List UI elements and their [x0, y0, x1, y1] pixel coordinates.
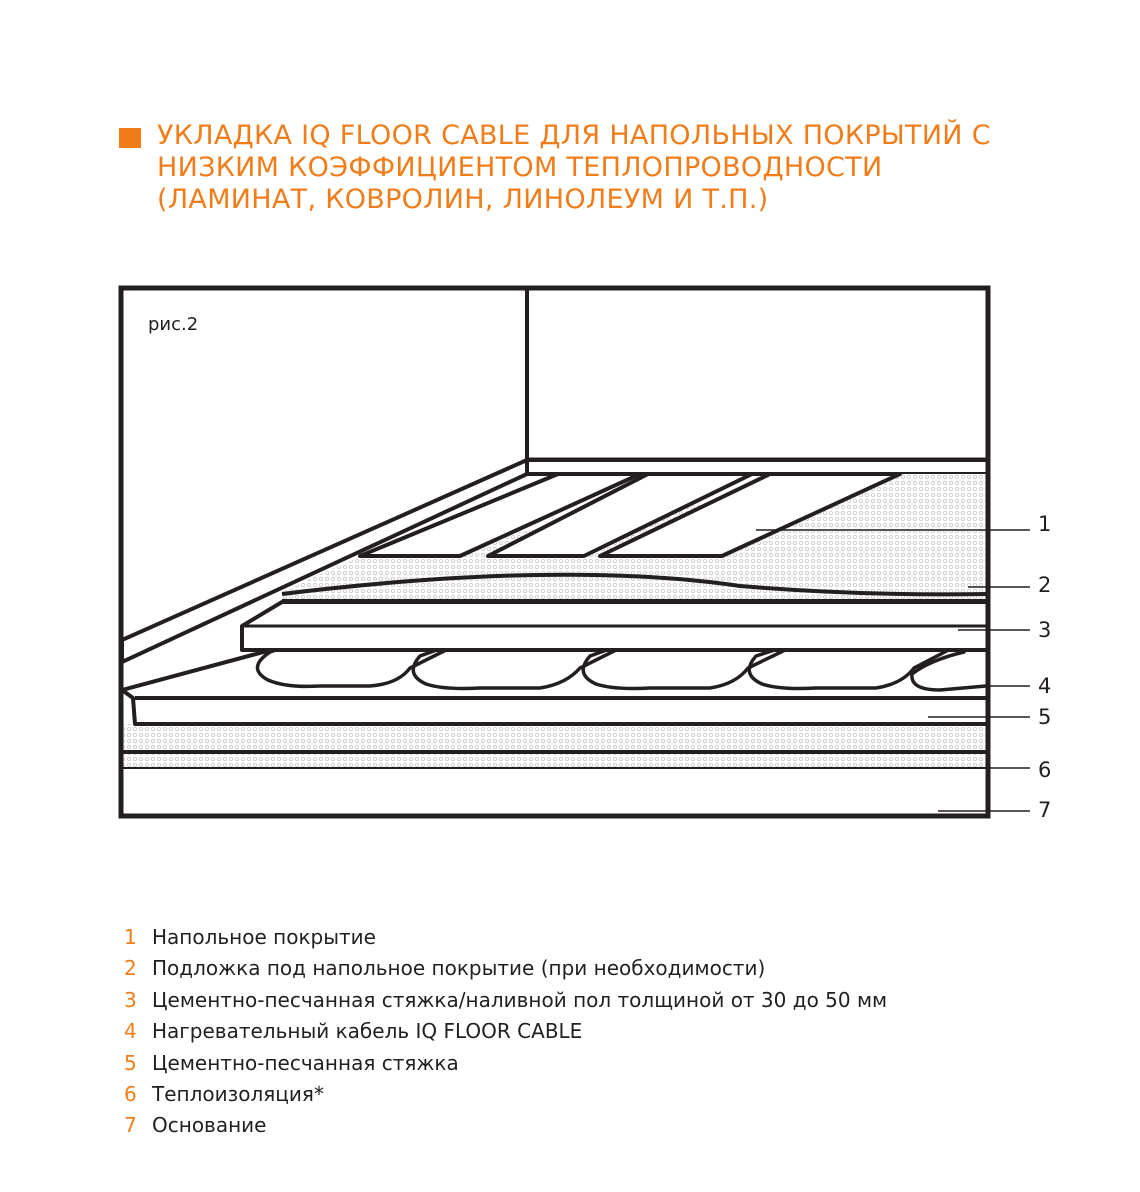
title-line-3: (ЛАМИНАТ, КОВРОЛИН, ЛИНОЛЕУМ И Т.П.) — [157, 184, 769, 215]
callout-4: 4 — [1038, 674, 1052, 698]
legend-item — [124, 1110, 887, 1141]
legend-number: 2 — [124, 956, 137, 981]
title-marker — [119, 128, 141, 148]
legend-item — [124, 953, 887, 984]
diagram-frame — [121, 288, 988, 816]
wall-right — [527, 290, 988, 461]
legend-number: 5 — [124, 1050, 137, 1075]
layer-4-heating-cable — [257, 636, 986, 690]
layer-1-floor-boards — [360, 474, 900, 556]
baseboard — [122, 460, 988, 662]
legend-number: 1 — [124, 925, 137, 949]
layer-6-insulation — [122, 724, 988, 768]
legend-number: 4 — [124, 1019, 137, 1044]
legend-number: 3 — [124, 987, 137, 1012]
callout-2: 2 — [1038, 573, 1052, 597]
legend-number: 6 — [124, 1082, 137, 1107]
legend-text: Нагревательный кабель IQ FLOOR CABLE — [152, 1019, 583, 1044]
callout-5: 5 — [1038, 705, 1052, 729]
callout-leaders — [756, 530, 1030, 811]
legend-text: Напольное покрытие — [152, 925, 376, 949]
page-title — [157, 120, 1057, 216]
legend-list — [124, 922, 887, 1142]
legend-text: Теплоизоляция* — [152, 1082, 324, 1107]
legend-item — [124, 985, 887, 1016]
layer-3-top-screed — [242, 602, 988, 650]
callout-1: 1 — [1038, 512, 1052, 536]
callout-3: 3 — [1038, 618, 1052, 642]
legend-item — [124, 922, 887, 953]
title-line-1: УКЛАДКА IQ FLOOR CABLE ДЛЯ НАПОЛЬНЫХ ПОКРЫТИЙ С — [157, 120, 991, 151]
callout-numbers — [1038, 512, 1051, 822]
legend-text: Основание — [152, 1113, 267, 1138]
callout-6: 6 — [1038, 758, 1052, 782]
legend-text: Подложка под напольное покрытие (при необходимости) — [152, 956, 766, 981]
figure-label: рис.2 — [148, 314, 199, 335]
layer-2-underlay — [282, 474, 988, 600]
legend-item — [124, 1079, 887, 1110]
callout-7: 7 — [1038, 798, 1052, 822]
layer-5-screed — [122, 640, 988, 724]
legend-number: 7 — [124, 1113, 137, 1138]
legend-text: Цементно-песчанная стяжка/наливной пол толщиной от 30 до 50 мм — [152, 987, 888, 1012]
legend-text: Цементно-песчанная стяжка — [152, 1050, 459, 1075]
legend-item — [124, 1048, 887, 1079]
legend-item — [124, 1016, 887, 1047]
title-line-2: НИЗКИМ КОЭФФИЦИЕНТОМ ТЕПЛОПРОВОДНОСТИ — [157, 152, 883, 183]
